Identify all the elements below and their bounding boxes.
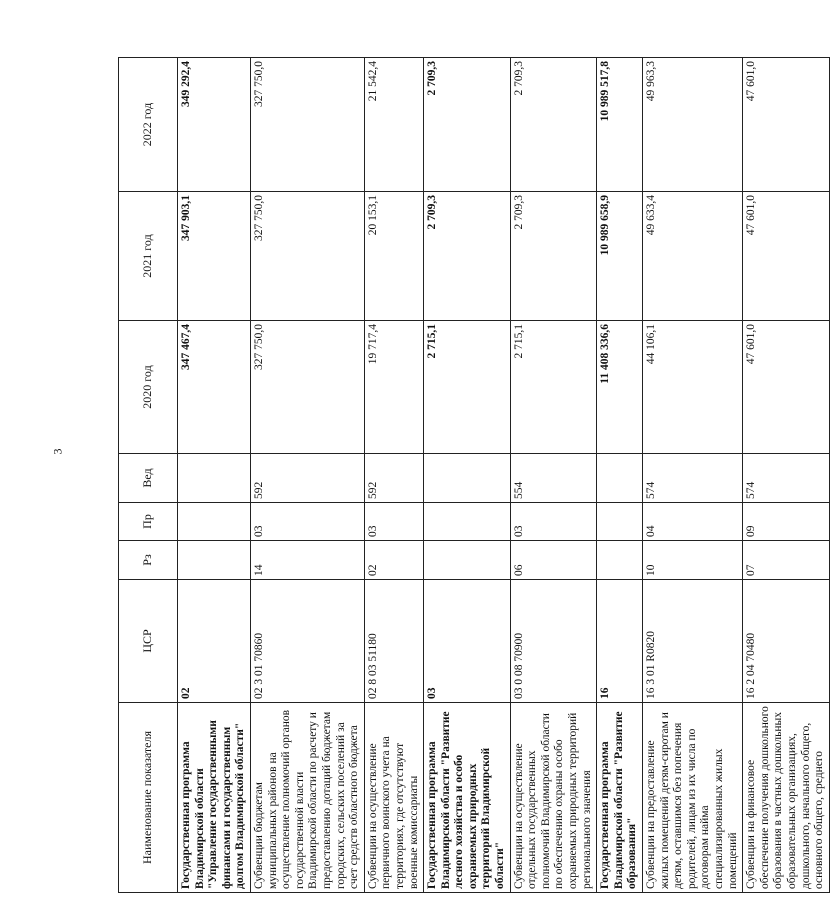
row-2022: 49 963,3 [643, 58, 743, 192]
row-2021: 347 903,1 [178, 192, 251, 321]
row-2020: 327 750,0 [250, 321, 364, 454]
row-2021: 327 750,0 [250, 192, 364, 321]
row-2021: 49 633,4 [643, 192, 743, 321]
row-2020: 347 467,4 [178, 321, 251, 454]
row-ved: 592 [364, 454, 423, 503]
row-csr: 02 3 01 70860 [250, 580, 364, 703]
row-rz: 10 [643, 541, 743, 580]
row-name: Субвенции на финансовое обеспечение получения дошкольного образования в частных дошкольных образовательных организациях, дошкольного, начального общего, основного общего, среднего [743, 703, 830, 893]
row-2021: 10 989 658,9 [597, 192, 643, 321]
table-header-row [119, 58, 178, 893]
row-csr: 03 [424, 580, 511, 703]
row-rz [597, 541, 643, 580]
row-2022: 47 601,0 [743, 58, 830, 192]
header-rz: Рз [119, 541, 178, 580]
row-2022: 2 709,3 [424, 58, 511, 192]
header-csr: ЦСР [119, 580, 178, 703]
row-2022: 2 709,3 [510, 58, 597, 192]
table-row [364, 58, 423, 893]
row-name: Государственная программа Владимирской области "Развитие лесного хозяйства и особо охраняемых природных территорий Владимирской области" [424, 703, 511, 893]
row-ved: 592 [250, 454, 364, 503]
row-csr: 02 [178, 580, 251, 703]
row-pr: 04 [643, 503, 743, 541]
row-name: Субвенции на осуществление отдельных государственных полномочий Владимирской области по обеспечению охраны особо охраняемых природных территорий регионального значения [510, 703, 597, 893]
row-rz: 06 [510, 541, 597, 580]
row-name: Государственная программа Владимирской области "Развитие образования" [597, 703, 643, 893]
row-ved: 574 [643, 454, 743, 503]
row-2021: 2 709,3 [510, 192, 597, 321]
row-csr: 16 [597, 580, 643, 703]
row-csr: 02 8 03 51180 [364, 580, 423, 703]
row-2022: 21 542,4 [364, 58, 423, 192]
table-row [510, 58, 597, 893]
row-pr [178, 503, 251, 541]
row-name: Субвенции на предоставление жилых помещений детям-сиротам и детям, оставшимся без попечения родителей, лицам из их числа по договорам найма специализированных жилых помещений [643, 703, 743, 893]
budget-table [118, 57, 830, 893]
row-2021: 20 153,1 [364, 192, 423, 321]
row-ved [597, 454, 643, 503]
row-2022: 327 750,0 [250, 58, 364, 192]
header-2020: 2020 год [119, 321, 178, 454]
row-ved: 554 [510, 454, 597, 503]
row-rz [424, 541, 511, 580]
row-2021: 47 601,0 [743, 192, 830, 321]
row-rz: 14 [250, 541, 364, 580]
header-2022: 2022 год [119, 58, 178, 192]
row-rz: 07 [743, 541, 830, 580]
table-row [178, 58, 251, 893]
row-name: Субвенции бюджетам муниципальных районов на осуществление полномочий органов государственной власти Владимирской области по расчету и предоставлению дотаций бюджетам городских, сельских поселений за счет средств областного бюджета [250, 703, 364, 893]
row-rz [178, 541, 251, 580]
table-row [743, 58, 830, 893]
row-csr: 16 3 01 R0820 [643, 580, 743, 703]
row-2020: 2 715,1 [510, 321, 597, 454]
table-row [597, 58, 643, 893]
row-rz: 02 [364, 541, 423, 580]
row-ved: 574 [743, 454, 830, 503]
row-csr: 03 0 08 70900 [510, 580, 597, 703]
row-2022: 10 989 517,8 [597, 58, 643, 192]
row-2020: 19 717,4 [364, 321, 423, 454]
header-2021: 2021 год [119, 192, 178, 321]
page-number: 3 [50, 448, 65, 455]
row-ved [424, 454, 511, 503]
row-pr: 09 [743, 503, 830, 541]
row-pr: 03 [510, 503, 597, 541]
row-name: Государственная программа Владимирской области "Управление государственными финансами и государственным долгом Владимирской области" [178, 703, 251, 893]
row-2020: 2 715,1 [424, 321, 511, 454]
row-ved [178, 454, 251, 503]
header-name: Наименование показателя [119, 703, 178, 893]
row-name: Субвенции на осуществление первичного воинского учета на территориях, где отсутствуют военные комиссариаты [364, 703, 423, 893]
header-ved: Вед [119, 454, 178, 503]
row-pr: 03 [364, 503, 423, 541]
table-row [424, 58, 511, 893]
row-2022: 349 292,4 [178, 58, 251, 192]
table-row [643, 58, 743, 893]
table-row [250, 58, 364, 893]
row-2020: 47 601,0 [743, 321, 830, 454]
budget-table-wrapper [118, 58, 826, 893]
row-pr [597, 503, 643, 541]
row-2021: 2 709,3 [424, 192, 511, 321]
header-pr: Пр [119, 503, 178, 541]
row-csr: 16 2 04 70480 [743, 580, 830, 703]
row-2020: 11 408 336,6 [597, 321, 643, 454]
row-2020: 44 106,1 [643, 321, 743, 454]
row-pr: 03 [250, 503, 364, 541]
row-pr [424, 503, 511, 541]
